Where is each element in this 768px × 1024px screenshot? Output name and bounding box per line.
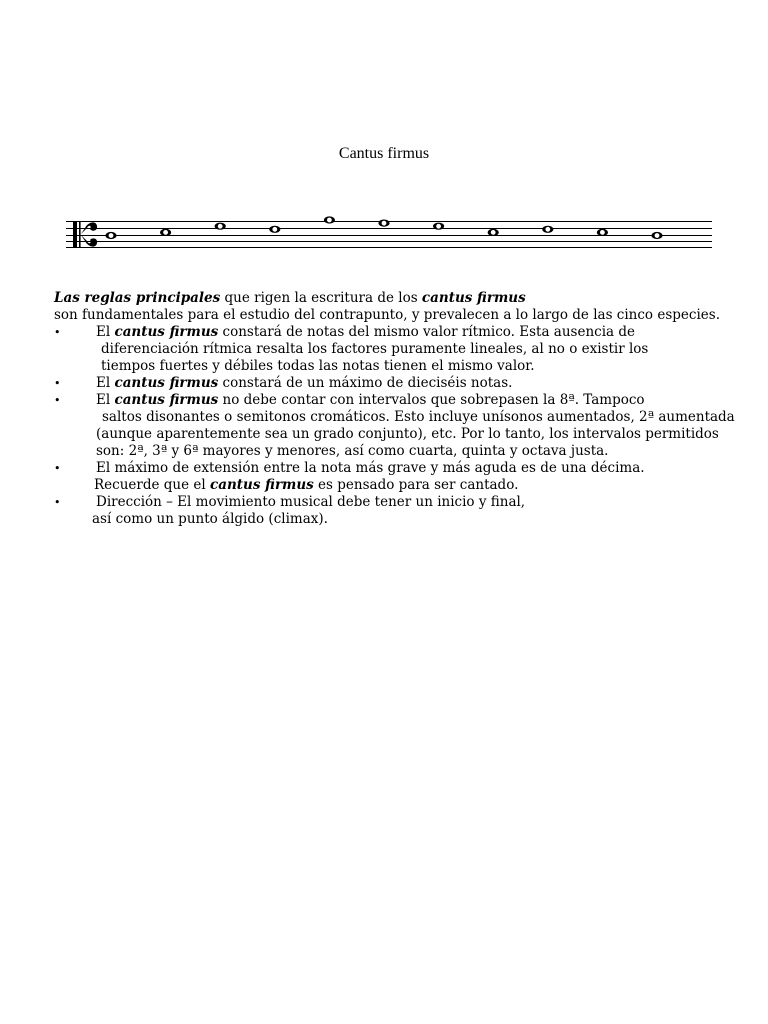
rule-5-line-2: así como un punto álgido (climax). bbox=[92, 511, 328, 527]
rule-1-line-3: tiempos fuertes y débiles todas las notas tienen el mismo valor. bbox=[101, 358, 535, 374]
rule-3-pre: El bbox=[96, 392, 115, 408]
rule-4-line-2 bbox=[54, 477, 754, 494]
rule-2-pre: El bbox=[96, 375, 115, 391]
rule-item-1 bbox=[54, 324, 754, 341]
rule-3-term: cantus firmus bbox=[114, 392, 219, 408]
bullet-icon: • bbox=[54, 496, 61, 509]
bullet-icon: • bbox=[54, 377, 61, 390]
rule-3-line-2: saltos disonantes o semitonos cromáticos. Esto incluye unísonos aumentados, 2ª aumentada bbox=[102, 409, 735, 425]
bullet-icon: • bbox=[54, 394, 61, 407]
rule-item-2 bbox=[54, 375, 754, 392]
rule-3-line-4: son: 2ª, 3ª y 6ª mayores y menores, así como cuarta, quinta y octava justa. bbox=[96, 443, 609, 459]
rule-item-4 bbox=[54, 460, 754, 477]
rule-1-pre: El bbox=[96, 324, 115, 340]
rule-4-text: El máximo de extensión entre la nota más grave y más aguda es de una décima. bbox=[96, 460, 645, 476]
intro-mid: que rigen la escritura de los bbox=[220, 290, 422, 306]
intro-line-2: son fundamentales para el estudio del contrapunto, y prevalecen a lo largo de las cinco especies. bbox=[54, 307, 720, 323]
document-title: Cantus firmus bbox=[338, 145, 430, 162]
intro-term: cantus firmus bbox=[421, 290, 526, 306]
bullet-icon: • bbox=[54, 326, 61, 339]
bullet-icon: • bbox=[54, 462, 61, 475]
rule-2-post: constará de un máximo de dieciséis notas. bbox=[218, 375, 513, 391]
rule-item-3 bbox=[54, 392, 754, 409]
rule-1-line-2: diferenciación rítmica resalta los factores puramente lineales, al no o existir los bbox=[101, 341, 649, 357]
rule-1-term: cantus firmus bbox=[114, 324, 219, 340]
rule-4-pre: Recuerde que el bbox=[94, 477, 210, 493]
alto-clef-icon bbox=[73, 221, 97, 248]
rule-1-post: constará de notas del mismo valor rítmico. Esta ausencia de bbox=[218, 324, 636, 340]
rule-3-line-3: (aunque aparentemente sea un grado conjunto), etc. Por lo tanto, los intervalos permitidos bbox=[96, 426, 719, 442]
intro-line-1 bbox=[54, 290, 754, 307]
rule-4-post: es pensado para ser cantado. bbox=[313, 477, 519, 493]
intro-lead: Las reglas principales bbox=[54, 290, 221, 306]
rule-item-5 bbox=[54, 494, 754, 511]
rule-2-term: cantus firmus bbox=[114, 375, 219, 391]
music-staff bbox=[0, 0, 768, 260]
rules-text bbox=[54, 290, 754, 528]
rule-4-term: cantus firmus bbox=[210, 477, 314, 493]
rule-5-text: Dirección – El movimiento musical debe tener un inicio y final, bbox=[96, 494, 526, 510]
rule-3-post: no debe contar con intervalos que sobrepasen la 8ª. Tampoco bbox=[218, 392, 645, 408]
